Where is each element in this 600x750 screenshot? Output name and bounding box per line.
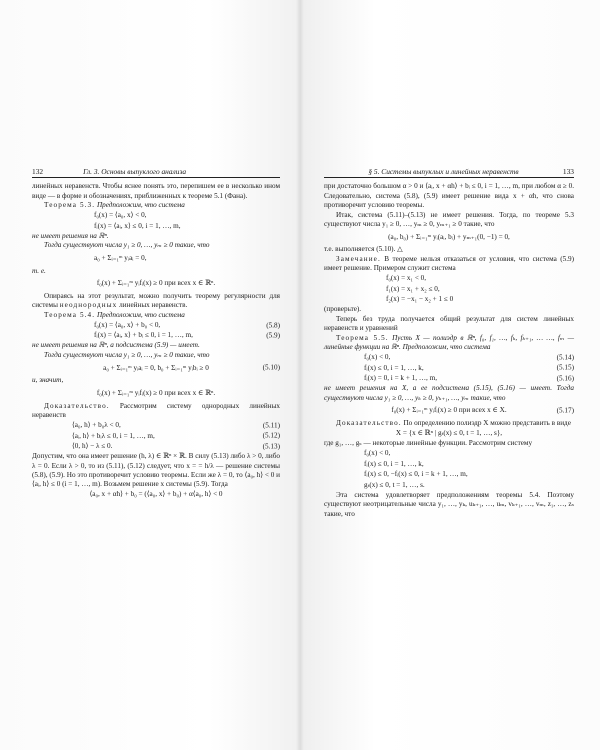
theorem-text: не имеет решения на ℝⁿ, а подсистема (5.9) — имеет. [32,341,200,350]
formula: fᵢ(x) = ⟨aᵢ, x⟩ ≤ 0, i = 1, …, m, [94,221,181,230]
theorem-hypothesis: Предположим, что система [96,201,185,210]
theorem-text: Тогда существуют числа y₁ ≥ 0, …, yₘ ≥ 0 такие, что [44,350,210,359]
equation-5-15: fᵢ(x) ≤ 0, i = 1, …, k, (5.15) [364,363,574,372]
page-number: 133 [562,167,574,176]
remark-label: Замечание. [336,254,381,263]
equation-5-13: ⟨0, h⟩ − λ ≤ 0. (5.13) [72,442,280,451]
equation-5-10: a₀ + Σᵢ₌₁ᵐ yᵢaᵢ = 0, b₀ + Σᵢ₌₁ᵐ yᵢbᵢ ≥ 0 (5.10) [103,363,280,372]
theorem-text: не имеет решения на X, а ее подсистема (5.15), (5.16) — имеет. Тогда существуют числа y₁ ≥ 0, …, yₖ ≥ 0, yₖ₊₁, …, yₘ такие, что [324,384,574,402]
theorem-label: Теорема 5.4. [44,310,96,319]
running-head: Гл. 3. Основы выпуклого анализа [83,167,187,176]
paragraph: Теперь без труда получается общий результат для систем линейных неравенств и уравнений [324,314,574,333]
formula: ⟨a₀, x + αh⟩ + b₀ = (⟨a₀, x⟩ + b₀) + α⟨a₀, h⟩ < 0 [89,490,223,499]
formula: f₂(x) = −x₁ − x₂ + 1 ≤ 0 [386,295,454,304]
page-number: 132 [32,167,44,176]
formula: f₀(x) + Σᵢ₌₁ᵐ yᵢfᵢ(x) ≥ 0 при всех x ∈ ℝⁿ. [96,279,216,288]
right-page-content [324,167,574,519]
equation-5-11: ⟨a₀, h⟩ + b₀λ < 0, (5.11) [72,421,280,430]
equation-5-14: f₀(x) < 0, (5.14) [364,353,574,362]
intro-paragraph: линейных неравенств. Чтобы яснее понять это, перепишем ее в несколько ином виде — в форме и обозначениях, приближенных к теореме 5.1 (Фана). [32,182,280,200]
formula: f₀(x) + Σᵢ₌₁ᵐ yᵢfᵢ(x) ≥ 0 при всех x ∈ ℝⁿ. [96,388,216,397]
formula: f₁(x) = x₁ + x₂ ≤ 0, [386,284,440,293]
right-page [300,0,600,750]
formula: f₀(x) = x₁ < 0, [386,274,427,283]
proof-paragraph: Доказательство. По определению полиэдр X можно представить в виде [336,419,571,428]
equation-5-12: ⟨aᵢ, h⟩ + bᵢλ ≤ 0, i = 1, …, m, (5.12) [72,431,280,440]
proof-label: Доказательство. [336,419,402,428]
formula: X = {x ∈ ℝⁿ | gₜ(x) ≤ 0, t = 1, …, s}, [395,429,503,438]
regularity-paragraph: Опираясь на этот результат, можно получить теорему регулярности для системы неоднородных линейных неравенств. [32,292,280,310]
theorem-text: Тогда существуют числа y₁ ≥ 0, …, yₘ ≥ 0 такие, что [44,241,210,250]
equation-number: (5.15) [556,363,574,372]
equation-number: (5.11) [262,421,280,430]
equation-number: (5.17) [556,406,574,415]
theorem-hypothesis: Предположим, что система [96,310,185,319]
left-running-header [32,167,280,178]
equation-5-17: f₀(x) + Σᵢ₌₁ᵐ yᵢfᵢ(x) ≥ 0 при всех x ∈ X. (5.17) [391,406,574,415]
paragraph: при достаточно большом α > 0 и ⟨aᵢ, x + αh⟩ + bᵢ ≤ 0, i = 1, …, m, при любом α ≥ 0. Следовательно, система (5.8), (5.9) имеет решение вида x + αh, что снова противоречит условию теоремы. [324,182,574,210]
theorem-label: Теорема 5.5. [336,333,389,342]
theorem-5-3 [32,201,280,210]
equation-5-16: fᵢ(x) = 0, i = k + 1, …, m, (5.16) [364,374,574,383]
paragraph: (проверьте). [324,305,362,314]
equation-number: (5.8) [266,320,280,329]
equation-5-9: fᵢ(x) = ⟨aᵢ, x⟩ + bᵢ ≤ 0, i = 1, …, m, (5.9) [94,331,280,340]
remark-paragraph: Замечание. В теореме нельзя отказаться от условия, что система (5.9) имеет решение. Примером служит система [324,254,575,273]
theorem-label: Теорема 5.3. [44,201,96,210]
proof-paragraph: Доказательство. Рассмотрим систему однородных линейных неравенств [32,401,280,420]
theorem-5-5 [324,334,574,353]
equation-number: (5.10) [262,363,280,372]
equation-number: (5.16) [556,374,574,383]
equation-number: (5.9) [266,331,280,340]
right-running-header [324,167,574,178]
theorem-text: и, значит, [32,376,64,385]
formula: fᵢ(x) ≤ 0, i = 1, …, k, [364,459,424,468]
book-gutter [296,0,304,750]
paragraph: где g₁, …, gₛ — некоторые линейные функции. Рассмотрим систему [324,439,533,448]
running-head: § 5. Системы выпуклых и линейных неравенств [368,167,519,176]
paragraph: Эта система удовлетворяет предположениям теоремы 5.4. Поэтому существуют неотрицательные числа y₁, …, yₖ, uₖ₊₁, …, uₘ, vₖ₊₁, …, vₘ, z₁, …, zₛ такие, что [324,490,574,518]
formula: gₜ(x) ≤ 0, t = 1, …, s. [364,480,425,489]
left-page-content [32,167,280,500]
paragraph: т.е. выполняется (5.10). △ [324,245,403,254]
theorem-text: т. е. [32,266,46,275]
formula: a₀ + Σᵢ₌₁ᵐ yᵢaᵢ = 0, [94,253,147,262]
equation-number: (5.14) [556,353,574,362]
theorem-text: не имеет решения на ℝⁿ. [32,231,109,240]
equation-5-8: f₀(x) = ⟨a₀, x⟩ + b₀ < 0, (5.8) [94,320,280,329]
proof-label: Доказательство. [44,401,110,410]
formula: fᵢ(x) ≤ 0, −fᵢ(x) ≤ 0, i = k + 1, …, m, [364,470,468,479]
formula: f₀(x) < 0, [364,449,391,458]
theorem-5-4 [32,311,280,320]
theorem-text: Пусть X — полиэдр в ℝⁿ, f₀, f₁, …, fₖ, fₖ₊₁, … …, fₘ — линейные функции на ℝⁿ. Предположим, что система [324,333,575,352]
formula: f₀(x) = ⟨a₀, x⟩ < 0, [94,211,147,220]
formula: (a₀, b₀) + Σᵢ₌₁ᵐ yᵢ(aᵢ, bᵢ) + yₘ₊₁(0, −1) = 0, [388,232,510,241]
equation-number: (5.12) [262,431,280,440]
paragraph: Итак, система (5.11)–(5.13) не имеет решения. Тогда, по теореме 5.3 существуют числа y₁ ≥ 0, …, yₘ ≥ 0, yₘ₊₁ ≥ 0 такие, что [324,210,574,229]
equation-number: (5.13) [262,442,280,451]
proof-body: Допустим, что она имеет решение (h, λ) ∈ ℝⁿ × ℝ. В силу (5.13) либо λ > 0, либо λ = 0. Если λ > 0, то из (5.11), (5.12) следует, что x = = h/λ — решение системы (5.8), (5.9). Но это противоречит условию теоремы. Если же λ = 0, то ⟨a₀, h⟩ < 0 и ⟨aᵢ, h⟩ ≤ 0 (i = 1, …, m). Возьмем решение x системы (5.9). Тогда [32,452,280,489]
